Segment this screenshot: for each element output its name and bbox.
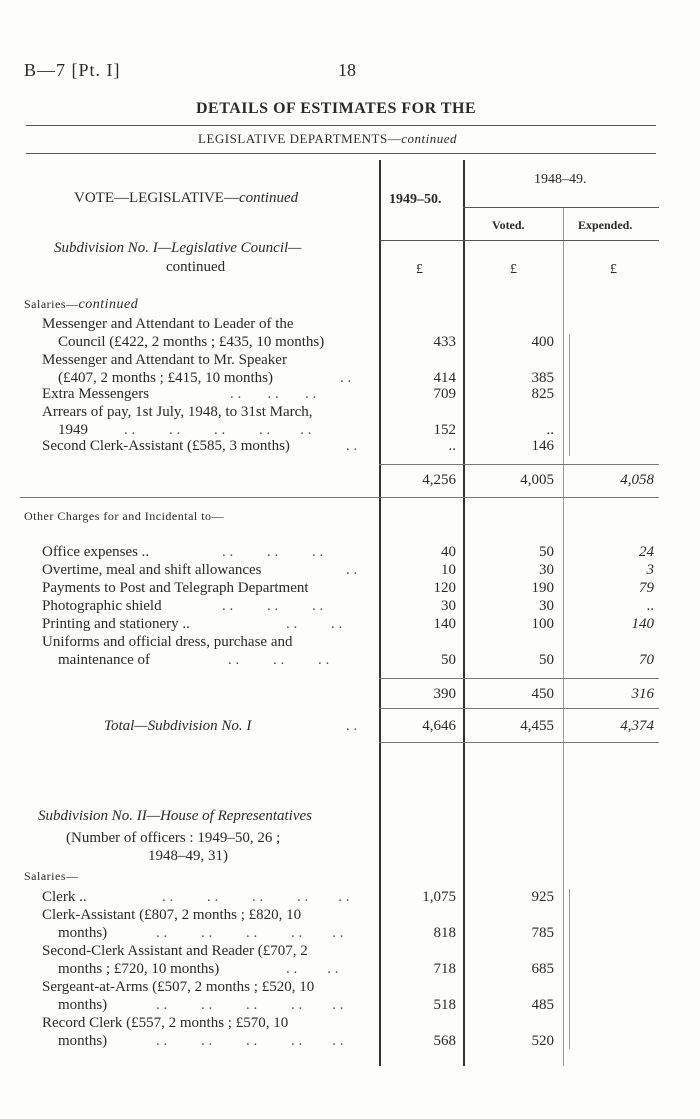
subtotal-voted: 450 xyxy=(531,686,554,702)
value-1949-50: 30 xyxy=(441,598,456,614)
page-subtitle xyxy=(198,131,457,147)
list-item xyxy=(0,314,700,334)
value-1949-50: .. xyxy=(448,438,456,454)
list-item xyxy=(0,632,700,652)
leader-dots: . . . . xyxy=(286,616,343,632)
total-label: Total—Subdivision No. I xyxy=(104,718,252,734)
page-title: DETAILS OF ESTIMATES FOR THE xyxy=(196,100,477,117)
list-item xyxy=(0,614,700,634)
item-label: months) xyxy=(58,925,108,941)
salaries-heading xyxy=(24,297,138,313)
leader-dots: . . . . . . . . . . xyxy=(156,1033,344,1049)
value-voted: 825 xyxy=(531,386,554,402)
item-label: Arrears of pay, 1st July, 1948, to 31st March, xyxy=(42,404,313,420)
page-number: 18 xyxy=(338,60,356,80)
leader-dots: . . xyxy=(340,370,352,386)
value-voted: 685 xyxy=(531,961,554,977)
value-voted: 520 xyxy=(531,1033,554,1049)
subtotal-rule xyxy=(379,464,659,465)
other-charges-heading: Other Charges for and Incidental to— xyxy=(24,509,225,523)
subtitle-rule xyxy=(26,153,656,154)
other-subtotal-row xyxy=(0,684,700,704)
leader-dots: . . xyxy=(346,718,358,734)
subtitle-main: LEGISLATIVE DEPARTMENTS— xyxy=(198,131,402,146)
leader-dots: . . . . . . xyxy=(222,544,324,560)
value-1949-50: 568 xyxy=(433,1033,456,1049)
item-label: Clerk .. xyxy=(42,889,87,905)
item-label: Photographic shield xyxy=(42,598,162,614)
list-item xyxy=(0,977,700,997)
value-voted: 485 xyxy=(531,997,554,1013)
item-label: maintenance of xyxy=(58,652,151,668)
value-1949-50: 1,075 xyxy=(422,889,456,905)
list-item xyxy=(0,959,700,979)
value-expended: 140 xyxy=(631,616,654,632)
list-item xyxy=(0,887,700,907)
list-item xyxy=(0,560,700,580)
leader-dots: . . . . . . . . . . xyxy=(156,925,344,941)
list-item xyxy=(0,384,700,404)
value-voted: 400 xyxy=(531,334,554,350)
value-1949-50: 414 xyxy=(433,370,456,386)
salaries-subtotal-row xyxy=(0,470,700,490)
item-label: 1949 xyxy=(58,422,88,438)
currency-col3: £ xyxy=(610,262,617,277)
subtotal-rule xyxy=(379,678,659,679)
item-label: Messenger and Attendant to Leader of the xyxy=(42,316,294,332)
subtotal-voted: 4,005 xyxy=(520,472,554,488)
total-subdivision-1-row xyxy=(0,716,700,736)
item-label: Payments to Post and Telegraph Department xyxy=(42,580,309,596)
value-voted: 30 xyxy=(539,598,554,614)
currency-col1: £ xyxy=(416,262,423,277)
list-item xyxy=(0,995,700,1015)
list-item xyxy=(0,941,700,961)
item-label: Clerk-Assistant (£807, 2 months ; £820, 10 xyxy=(42,907,302,923)
list-item xyxy=(0,1013,700,1033)
total-expended: 4,374 xyxy=(620,718,654,734)
subtotal-1949-50: 4,256 xyxy=(422,472,456,488)
value-expended: 79 xyxy=(639,580,654,596)
list-item xyxy=(0,332,700,352)
list-item xyxy=(0,578,700,598)
value-voted: 50 xyxy=(539,652,554,668)
list-item xyxy=(0,650,700,670)
year-current-heading: 1949–50. xyxy=(389,192,442,207)
salaries-heading-2: Salaries— xyxy=(24,869,79,883)
voted-heading: Voted. xyxy=(492,218,525,232)
year-rule xyxy=(463,207,659,208)
vote-heading-main: VOTE—LEGISLATIVE— xyxy=(74,190,239,206)
list-item xyxy=(0,1031,700,1051)
column-head-rule xyxy=(379,240,659,241)
value-expended: 70 xyxy=(639,652,654,668)
item-label: months ; £720, 10 months) xyxy=(58,961,220,977)
value-1949-50: 40 xyxy=(441,544,456,560)
item-label: (£407, 2 months ; £415, 10 months) xyxy=(58,370,274,386)
value-voted: 50 xyxy=(539,544,554,560)
value-voted: 785 xyxy=(531,925,554,941)
leader-dots: . . . . . . xyxy=(228,652,330,668)
title-rule xyxy=(26,125,656,126)
list-item xyxy=(0,542,700,562)
value-1949-50: 433 xyxy=(433,334,456,350)
subdivision-2-title: Subdivision No. II—House of Representatives xyxy=(38,808,312,824)
value-expended: 24 xyxy=(639,544,654,560)
leader-dots: . . . . . . . . . . xyxy=(124,422,312,438)
list-item xyxy=(0,923,700,943)
document-code: B—7 [Pt. I] xyxy=(24,60,121,80)
vote-heading-continued: continued xyxy=(238,190,299,206)
item-label: Sergeant-at-Arms (£507, 2 months ; £520, 10 xyxy=(42,979,315,995)
list-item xyxy=(0,436,700,456)
value-expended: .. xyxy=(646,598,654,614)
leader-dots: . . . . . . xyxy=(230,386,317,402)
value-1949-50: 718 xyxy=(433,961,456,977)
leader-dots: . . xyxy=(346,562,358,578)
value-1949-50: 152 xyxy=(433,422,456,438)
list-item xyxy=(0,402,700,422)
value-1949-50: 818 xyxy=(433,925,456,941)
subtotal-expended: 4,058 xyxy=(620,472,654,488)
expended-heading: Expended. xyxy=(578,218,633,232)
total-rule xyxy=(379,742,659,743)
value-voted: 385 xyxy=(531,370,554,386)
item-label: months) xyxy=(58,997,108,1013)
value-1949-50: 120 xyxy=(433,580,456,596)
value-voted: 190 xyxy=(531,580,554,596)
subtotal-rule-bottom xyxy=(20,497,659,498)
value-1949-50: 709 xyxy=(433,386,456,402)
item-label: Printing and stationery .. xyxy=(42,616,190,632)
total-1949-50: 4,646 xyxy=(422,718,456,734)
subdivision-1-title-cont: continued xyxy=(166,259,226,275)
year-previous-heading: 1948–49. xyxy=(534,172,587,187)
subdivision-1-title: Subdivision No. I—Legislative Council— xyxy=(54,240,302,256)
leader-dots: . . . . . . . . . . xyxy=(162,889,350,905)
total-voted: 4,455 xyxy=(520,718,554,734)
vote-heading xyxy=(74,190,298,207)
salaries-heading-main: Salaries— xyxy=(24,297,79,311)
value-voted: 30 xyxy=(539,562,554,578)
officers-line-2: 1948–49, 31) xyxy=(148,848,228,864)
currency-col2: £ xyxy=(510,262,517,277)
bracket-line xyxy=(569,334,570,456)
subtotal-rule-bottom xyxy=(379,708,659,709)
item-label: Extra Messengers xyxy=(42,386,150,402)
item-label: Record Clerk (£557, 2 months ; £570, 10 xyxy=(42,1015,289,1031)
leader-dots: . . . . xyxy=(286,961,339,977)
item-label: Overtime, meal and shift allowances xyxy=(42,562,262,578)
value-voted: 146 xyxy=(531,438,554,454)
value-1949-50: 140 xyxy=(433,616,456,632)
value-1949-50: 10 xyxy=(441,562,456,578)
salaries-heading-cont: continued xyxy=(78,297,139,312)
value-voted: 100 xyxy=(531,616,554,632)
value-expended: 3 xyxy=(646,562,654,578)
list-item xyxy=(0,905,700,925)
value-voted: .. xyxy=(546,422,554,438)
item-label: Office expenses .. xyxy=(42,544,150,560)
value-voted: 925 xyxy=(531,889,554,905)
item-label: Messenger and Attendant to Mr. Speaker xyxy=(42,352,287,368)
bracket-line xyxy=(569,889,570,1049)
item-label: Council (£422, 2 months ; £435, 10 months) xyxy=(58,334,325,350)
list-item xyxy=(0,596,700,616)
item-label: Second-Clerk Assistant and Reader (£707, 2 xyxy=(42,943,308,959)
list-item xyxy=(0,350,700,370)
subtotal-expended: 316 xyxy=(631,686,654,702)
value-1949-50: 50 xyxy=(441,652,456,668)
subtotal-1949-50: 390 xyxy=(433,686,456,702)
officers-line-1: (Number of officers : 1949–50, 26 ; xyxy=(66,830,281,846)
subtitle-continued: continued xyxy=(401,131,457,146)
leader-dots: . . . . . . xyxy=(222,598,324,614)
item-label: Uniforms and official dress, purchase and xyxy=(42,634,293,650)
value-1949-50: 518 xyxy=(433,997,456,1013)
leader-dots: . . . . . . . . . . xyxy=(156,997,344,1013)
leader-dots: . . xyxy=(346,438,358,454)
item-label: months) xyxy=(58,1033,108,1049)
item-label: Second Clerk-Assistant (£585, 3 months) xyxy=(42,438,290,454)
